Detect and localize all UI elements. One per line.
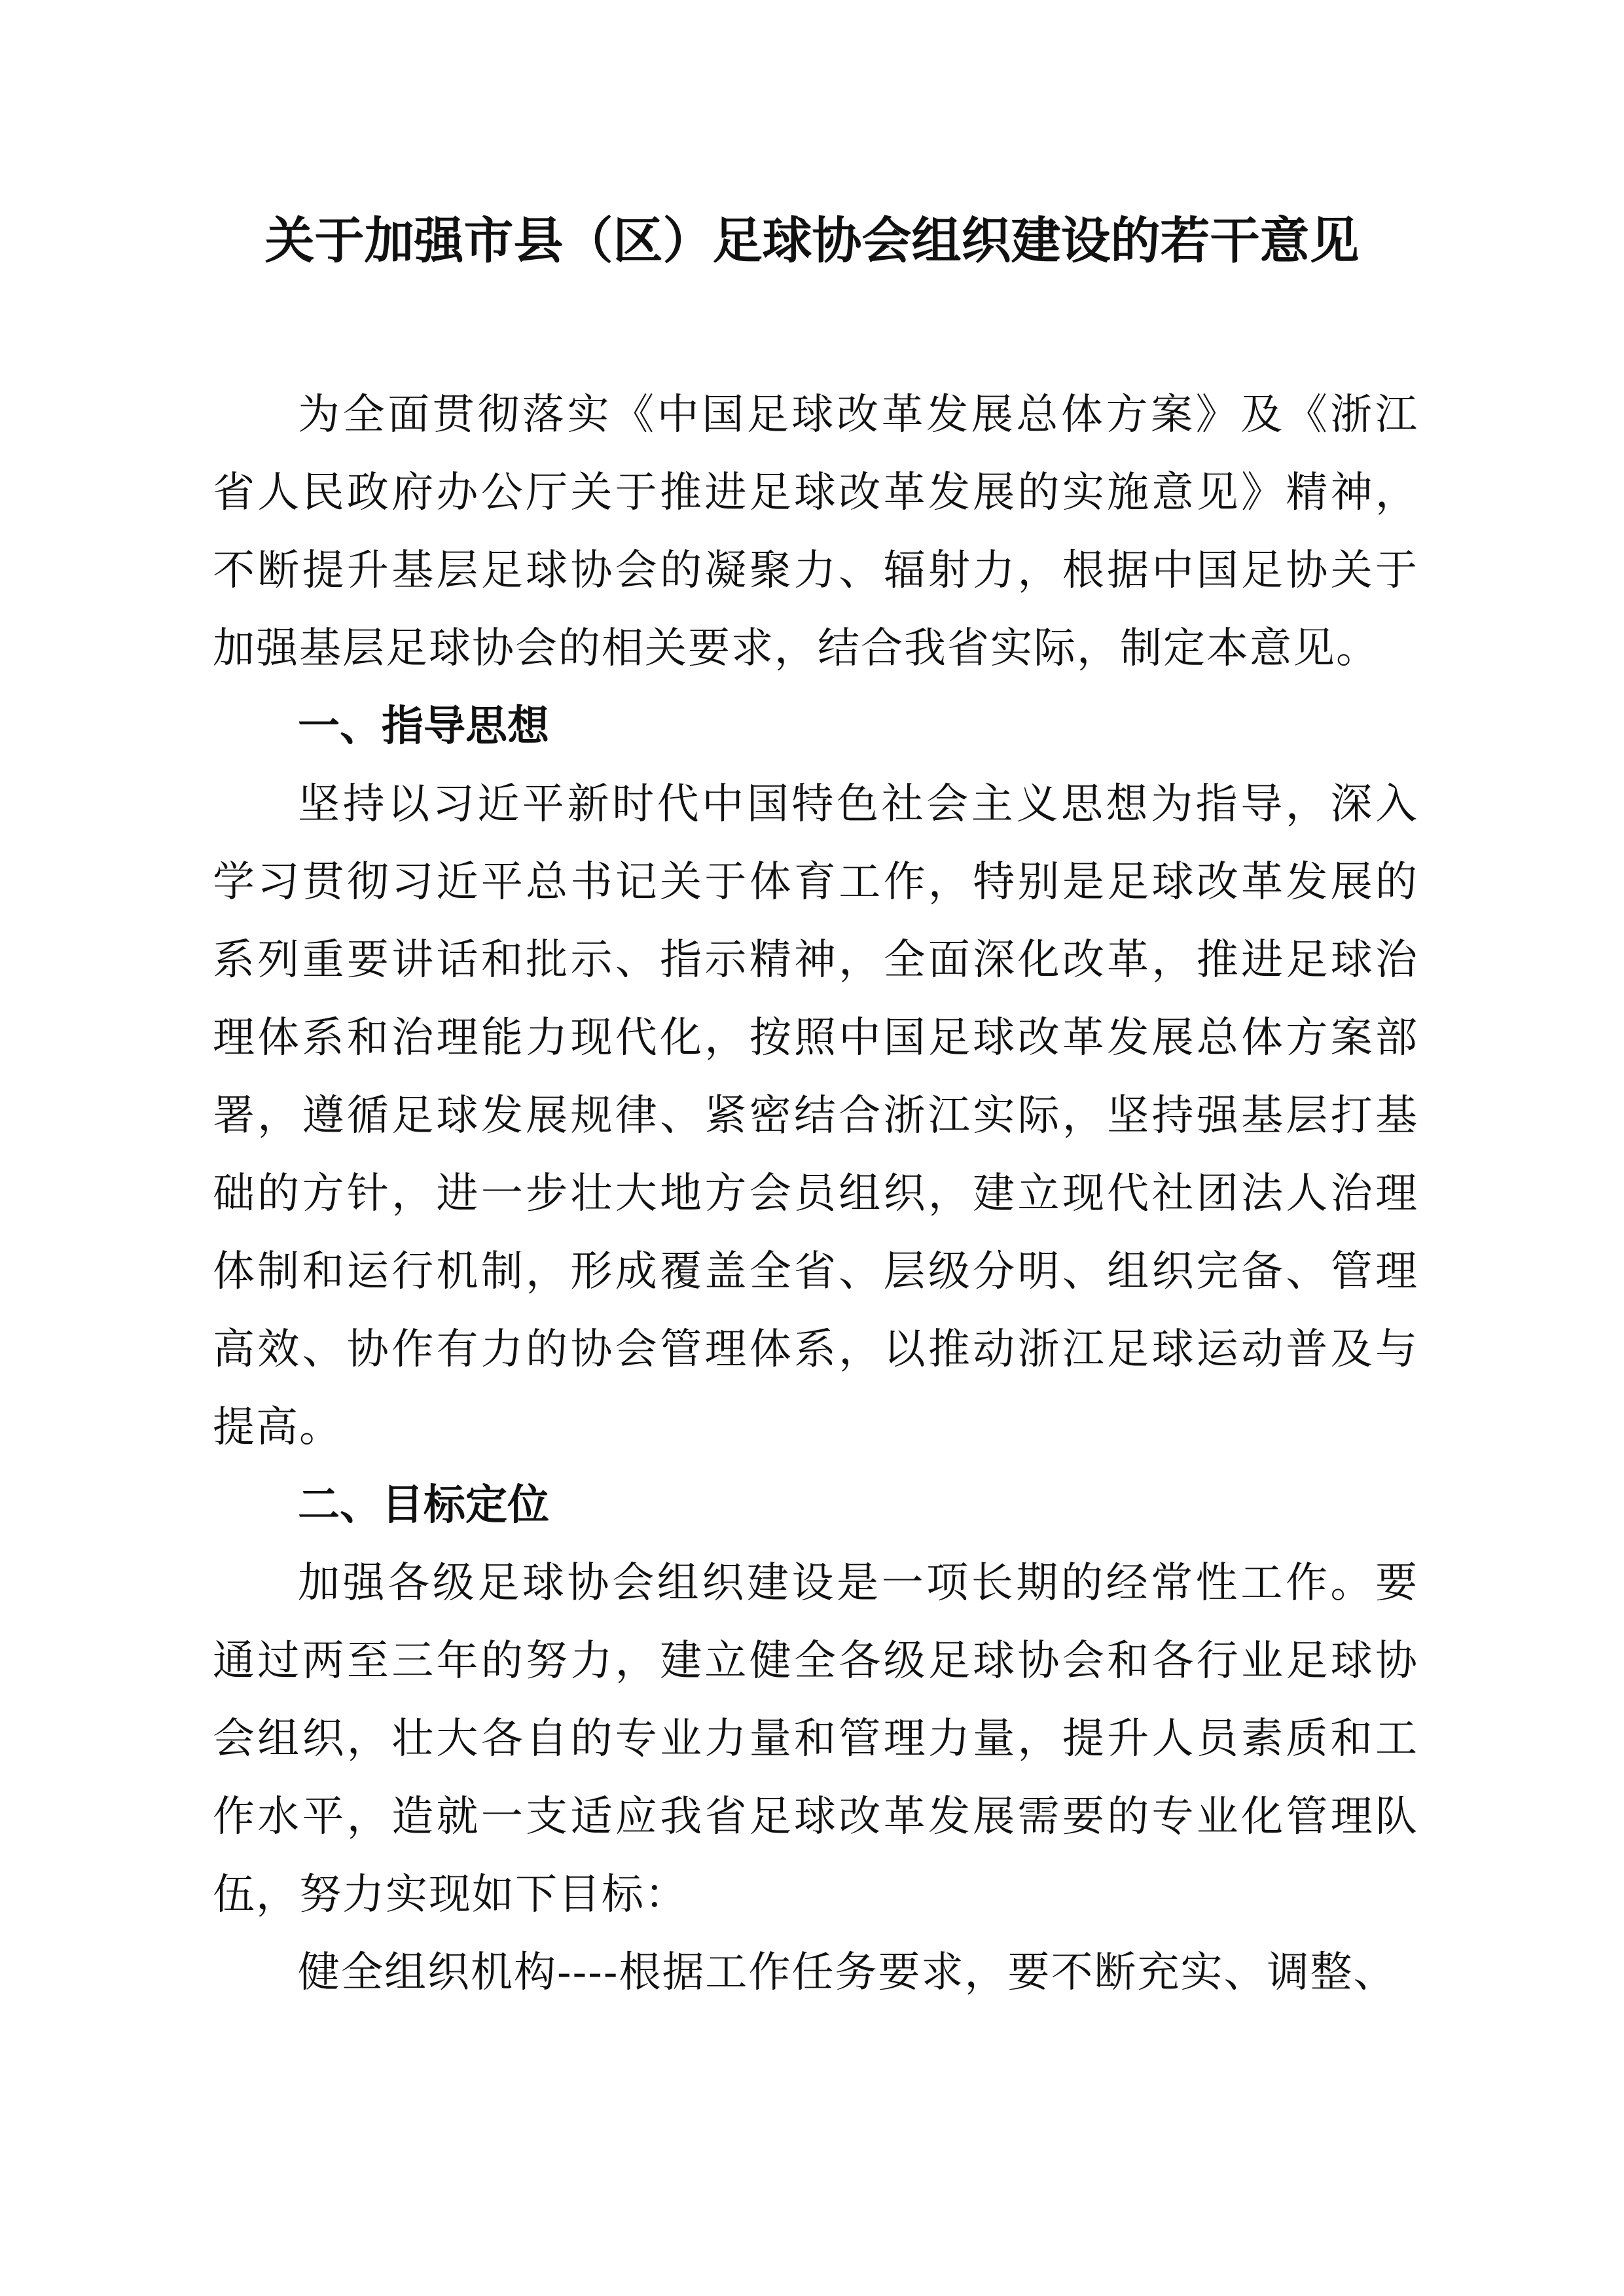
document-body: [213, 376, 1418, 2012]
document-title: 关于加强市县（区）足球协会组织建设的若干意见: [264, 211, 1360, 270]
intro-paragraph: 为全面贯彻落实《中国足球改革发展总体方案》及《浙江省人民政府办公厅关于推进足球改革发展的实施意见》精神，不断提升基层足球协会的凝聚力、辐射力，根据中国足协关于加强基层足球协会的相关要求，结合我省实际，制定本意见。: [213, 391, 1418, 673]
section-1-paragraph: 坚持以习近平新时代中国特色社会主义思想为指导，深入学习贯彻习近平总书记关于体育工作，特别是足球改革发展的系列重要讲话和批示、指示精神，全面深化改革，推进足球治理体系和治理能力现代化，按照中国足球改革发展总体方案部署，遵循足球发展规律、紧密结合浙江实际，坚持强基层打基础的方针，进一步壮大地方会员组织，建立现代社团法人治理体制和运行机制，形成覆盖全省、层级分明、组织完备、管理高效、协作有力的协会管理体系，以推动浙江足球运动普及与提高。: [213, 780, 1418, 1452]
section-2-item-1: 健全组织机构----根据工作任务要求，要不断充实、调整、: [298, 1948, 1397, 1997]
section-2-paragraph: 加强各级足球协会组织建设是一项长期的经常性工作。要通过两至三年的努力，建立健全各级足球协会和各行业足球协会组织，壮大各自的专业力量和管理力量，提升人员素质和工作水平，造就一支适应我省足球改革发展需要的专业化管理队伍，努力实现如下目标：: [213, 1559, 1418, 1919]
section-2-heading: 二、目标定位: [298, 1481, 549, 1530]
section-1-heading: 一、指导思想: [298, 702, 549, 751]
